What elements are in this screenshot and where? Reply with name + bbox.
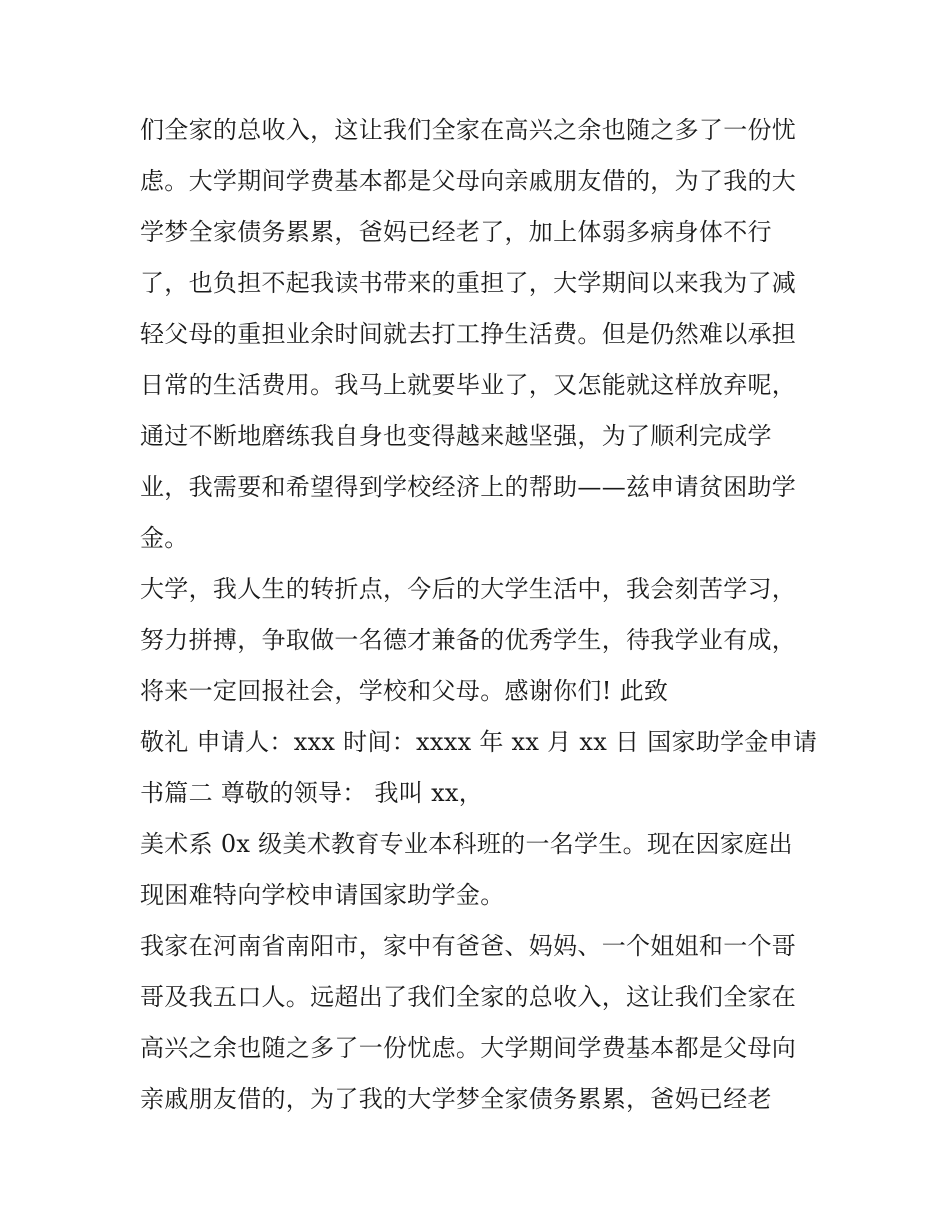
document-body — [140, 105, 820, 1125]
text-line: 轻父母的重担业余时间就去打工挣生活费。但是仍然难以承担 — [140, 320, 797, 348]
text-line: 们全家的总收入，这让我们全家在高兴之余也随之多了一份忧 — [140, 116, 797, 144]
text-line: 现困难特向学校申请国家助学金。 — [140, 881, 505, 909]
text-line: 书篇二 尊敬的领导： 我叫 xx， — [140, 779, 484, 807]
text-line: 高兴之余也随之多了一份忧虑。大学期间学费基本都是父母向 — [140, 1034, 797, 1062]
text-line: 学梦全家债务累累，爸妈已经老了，加上体弱多病身体不行 — [140, 218, 772, 246]
text-line: 日常的生活费用。我马上就要毕业了，又怎能就这样放弃呢， — [140, 371, 797, 399]
text-line: 虑。大学期间学费基本都是父母向亲戚朋友借的，为了我的大 — [140, 167, 797, 195]
text-line: 我家在河南省南阳市，家中有爸爸、妈妈、一个姐姐和一个哥 — [140, 932, 797, 960]
text-line: 亲戚朋友借的，为了我的大学梦全家债务累累，爸妈已经老 — [140, 1085, 772, 1113]
text-line: 敬礼 申请人：xxx 时间：xxxx 年 xx 月 xx 日 国家助学金申请 — [140, 728, 818, 756]
text-line: 大学，我人生的转折点，今后的大学生活中，我会刻苦学习， — [140, 575, 797, 603]
text-line: 努力拼搏，争取做一名德才兼备的优秀学生，待我学业有成， — [140, 626, 797, 654]
text-line: 了，也负担不起我读书带来的重担了，大学期间以来我为了减 — [140, 269, 797, 297]
text-line: 美术系 0x 级美术教育专业本科班的一名学生。现在因家庭出 — [140, 830, 793, 858]
text-line: 通过不断地磨练我自身也变得越来越坚强，为了顺利完成学 — [140, 422, 772, 450]
text-line: 金。 — [140, 524, 189, 552]
text-line: 业，我需要和希望得到学校经济上的帮助——兹申请贫困助学 — [140, 473, 797, 501]
text-line: 将来一定回报社会，学校和父母。感谢你们! 此致 — [140, 677, 669, 705]
text-line: 哥及我五口人。远超出了我们全家的总收入，这让我们全家在 — [140, 983, 797, 1011]
